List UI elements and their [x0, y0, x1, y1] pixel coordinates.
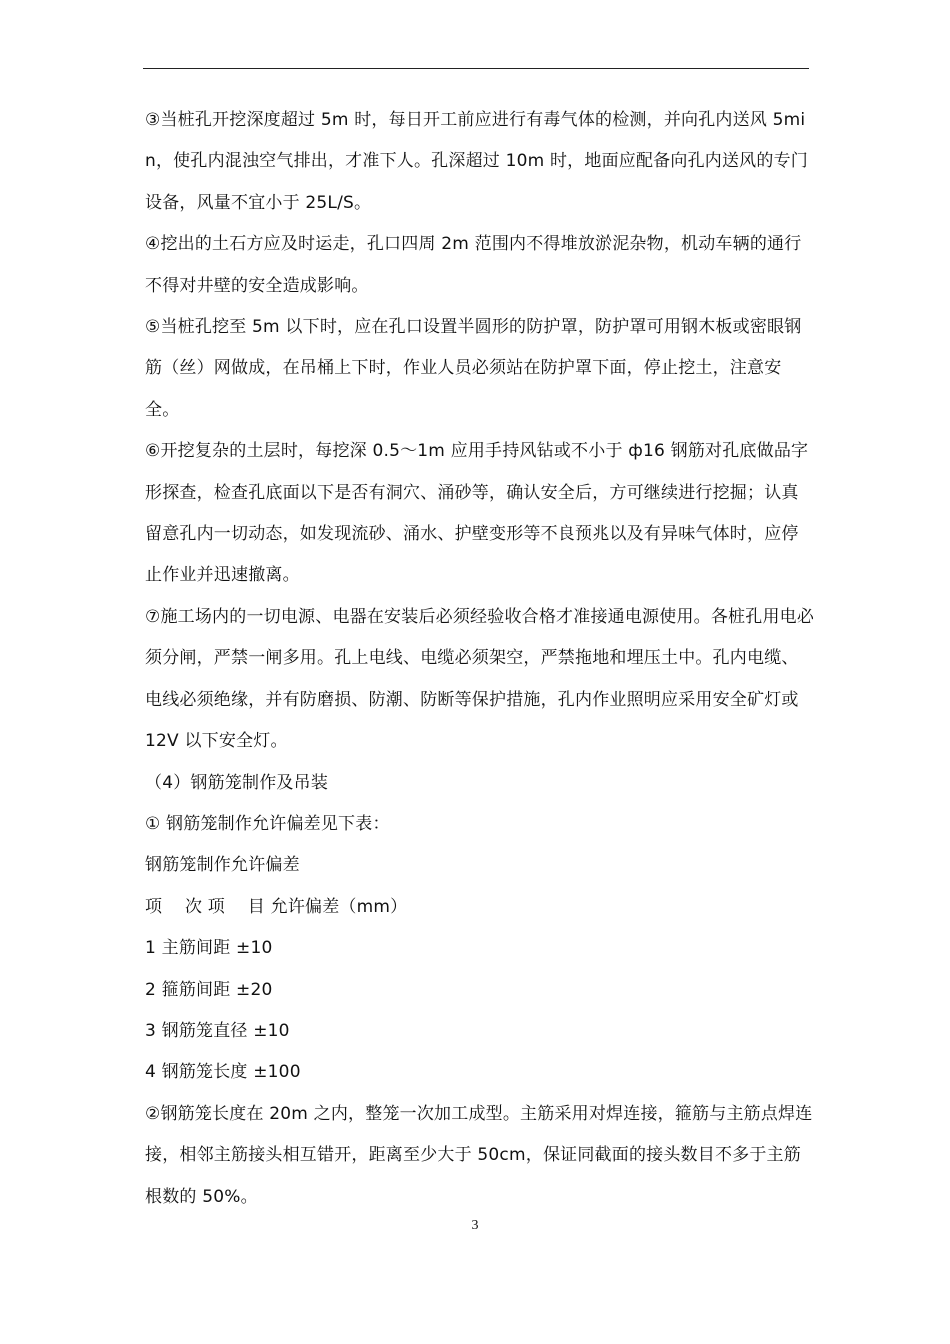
paragraph-protective-cover: ⑤当桩孔挖至 5m 以下时，应在孔口设置半圆形的防护罩，防护罩可用钢木板或密眼钢筋（丝）网做成，在吊桶上下时，作业人员必须站在防护罩下面，停止挖土，注意安全。	[145, 317, 802, 420]
paragraph-soil-removal: ④挖出的土石方应及时运走，孔口四周 2m 范围内不得堆放淤泥杂物，机动车辆的通行不得对井壁的安全造成影响。	[145, 234, 802, 296]
page-number: 3	[471, 1218, 479, 1233]
section-heading-rebar-cage: （4）钢筋笼制作及吊装	[145, 772, 329, 793]
paragraph-complex-soil: ⑥开挖复杂的土层时，每挖深 0.5～1m 应用手持风钻或不小于 ф16 钢筋对孔底做品字形探查，检查孔底面以下是否有洞穴、涌砂等，确认安全后，方可继续进行挖掘；认真留意孔内一切动态，如发现流砂、涌水、护壁变形等不良预兆以及有异味气体时，应停止作业并迅速撤离。	[145, 441, 809, 586]
table-row: 3 钢筋笼直径 ±10	[145, 1020, 290, 1041]
paragraph-safety-gas-check: ③当桩孔开挖深度超过 5m 时，每日开工前应进行有毒气体的检测，并向孔内送风 5min，使孔内混浊空气排出，才准下人。孔深超过 10m 时，地面应配备向孔内送风的专门设备，风量不宜小于 25L/S。	[145, 110, 808, 213]
paragraph-electrical-safety: ⑦施工场内的一切电源、电器在安装后必须经验收合格才准接通电源使用。各桩孔用电必须分闸，严禁一闸多用。孔上电线、电缆必须架空，严禁拖地和埋压土中。孔内电缆、电线必须绝缘，并有防磨损、防潮、防断等保护措施，孔内作业照明应采用安全矿灯或 12V 以下安全灯。	[145, 606, 815, 752]
table-header-row: 项 次 项 目 允许偏差（mm）	[145, 896, 408, 917]
paragraph-tolerance-intro: ① 钢筋笼制作允许偏差见下表：	[145, 813, 390, 834]
table-row: 1 主筋间距 ±10	[145, 938, 273, 959]
table-row: 2 箍筋间距 ±20	[145, 979, 273, 1000]
table-row: 4 钢筋笼长度 ±100	[145, 1062, 301, 1083]
document-body	[145, 100, 815, 1218]
table-title: 钢筋笼制作允许偏差	[145, 855, 300, 876]
header-rule	[143, 68, 809, 69]
paragraph-cage-fabrication: ②钢筋笼长度在 20m 之内，整笼一次加工成型。主筋采用对焊连接，箍筋与主筋点焊连接，相邻主筋接头相互错开，距离至少大于 50cm，保证同截面的接头数目不多于主筋根数的 50%。	[145, 1103, 813, 1207]
